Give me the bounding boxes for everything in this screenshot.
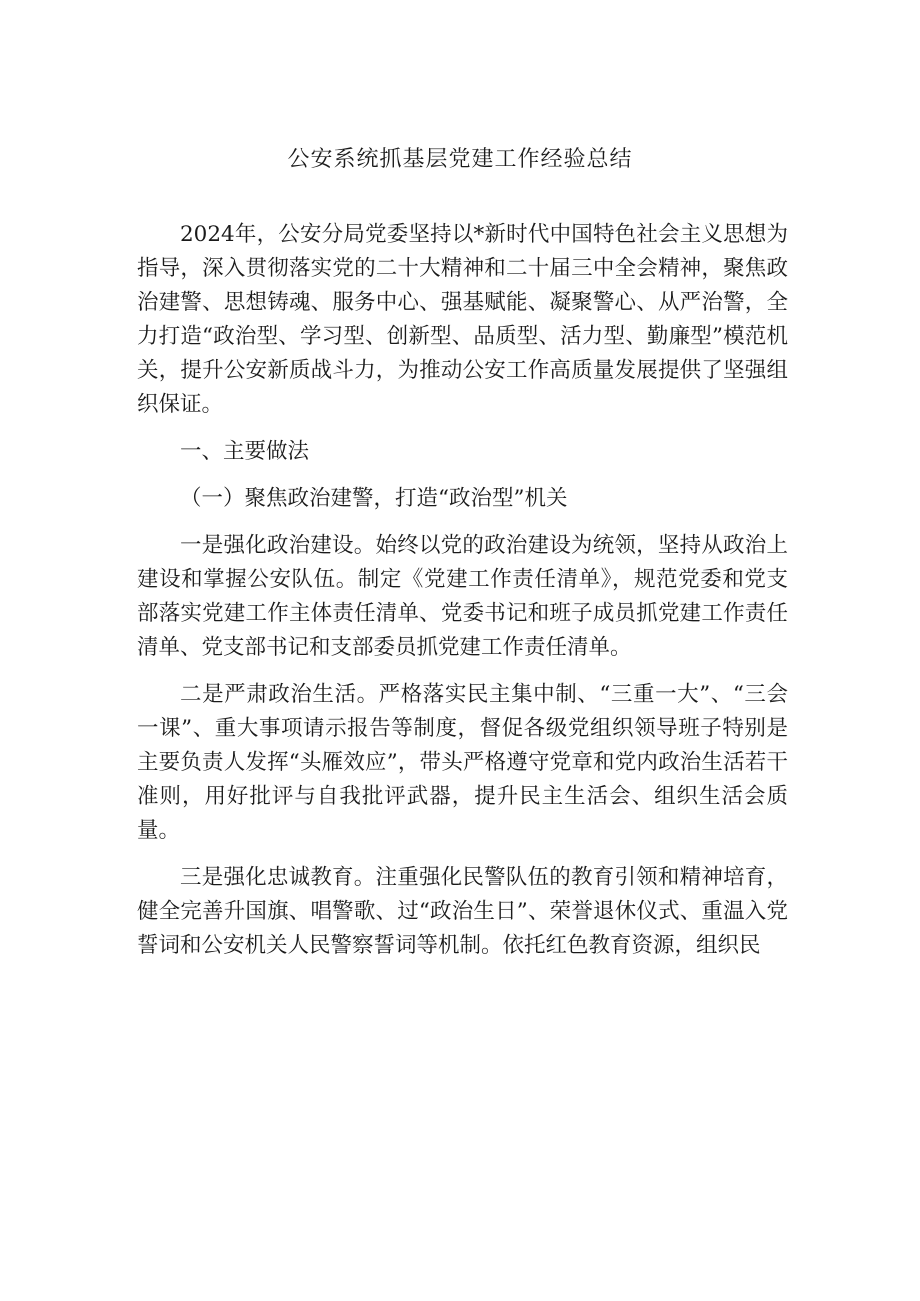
paragraph-loyalty-education: 三是强化忠诚教育。注重强化民警队伍的教育引领和精神培育，健全完善升国旗、唱警歌、过“政治生日”、荣誉退休仪式、重温入党誓词和公安机关人民警察誓词等机制。依托红色教育资源，组织民 [137,865,788,958]
subsection-heading-political: （一）聚焦政治建警，打造“政治型”机关 [180,486,568,511]
intro-paragraph: 2024年，公安分局党委坚持以*新时代中国特色社会主义思想为指导，深入贯彻落实党的二十大精神和二十届三中全会精神，聚焦政治建警、思想铸魂、服务中心、强基赋能、凝聚警心、从严治警，全力打造“政治型、学习型、创新型、品质型、活力型、勤廉型”模范机关，提升公安新质战斗力，为推动公安工作高质量发展提供了坚强组织保证。 [137,222,788,417]
paragraph-political-construction: 一是强化政治建设。始终以党的政治建设为统领，坚持从政治上建设和掌握公安队伍。制定《党建工作责任清单》，规范党委和党支部落实党建工作主体责任清单、党委书记和班子成员抓党建工作责任清单、党支部书记和支部委员抓党建工作责任清单。 [137,533,788,660]
section-heading-main-practices: 一、主要做法 [180,439,310,464]
paragraph-political-life: 二是严肃政治生活。严格落实民主集中制、“三重一大”、“三会一课”、重大事项请示报告等制度，督促各级党组织领导班子特别是主要负责人发挥“头雁效应”，带头严格遵守党章和党内政治生活若干准则，用好批评与自我批评武器，提升民主生活会、组织生活会质量。 [137,682,788,843]
document-body [137,218,788,963]
document-title: 公安系统抓基层党建工作经验总结 [287,147,633,172]
